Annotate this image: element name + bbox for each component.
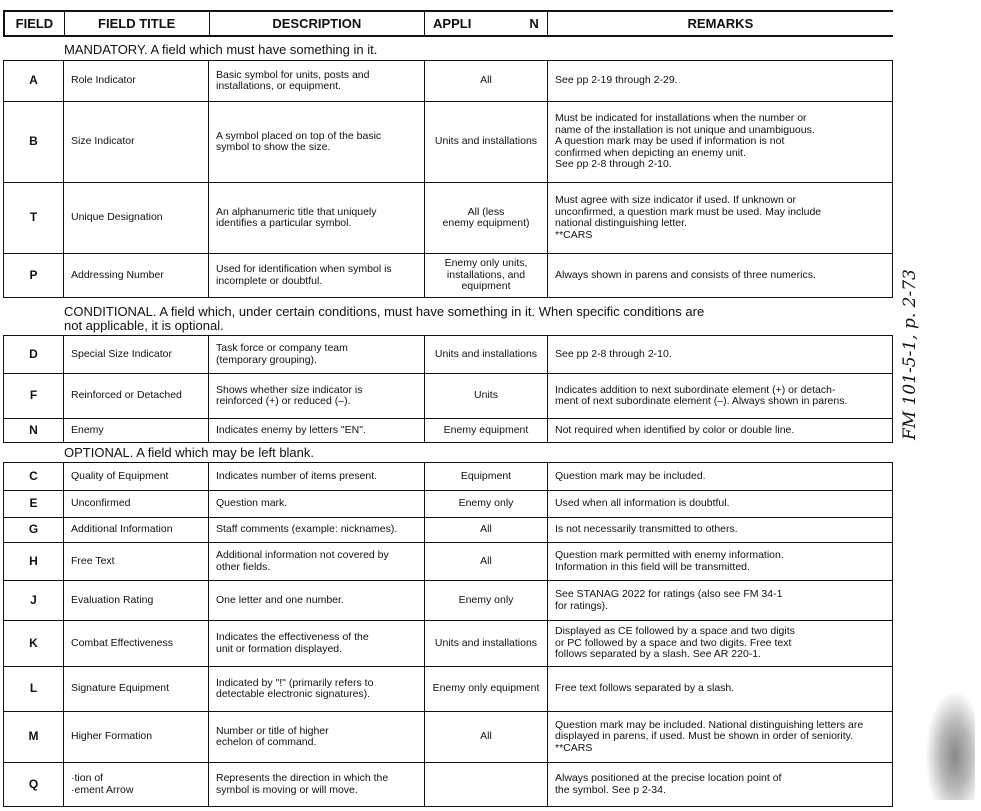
field-remarks: Displayed as CE followed by a space and two digits or PC followed by a space and two digits. Free text follows separated by a slash. See AR 220-1.: [555, 625, 795, 661]
field-description: Indicates the effectiveness of the unit or formation displayed.: [209, 621, 425, 666]
field-applicability: Units: [425, 374, 548, 418]
table-row: [4, 491, 892, 518]
table-row: [4, 463, 892, 491]
field-code: T: [4, 183, 64, 253]
header-applicability-right: N: [529, 16, 539, 31]
field-title: Unique Designation: [64, 183, 209, 253]
field-remarks: Question mark permitted with enemy information. Information in this field will be transmitted.: [555, 549, 784, 573]
field-remarks: Always positioned at the precise location point of the symbol. See p 2-34.: [555, 772, 782, 796]
field-remarks: Indicates addition to next subordinate element (+) or detach- ment of next subordinate element (–). Always shown in parens.: [555, 383, 848, 407]
table-row: [4, 336, 892, 374]
field-applicability: All: [425, 518, 548, 542]
field-remarks: See STANAG 2022 for ratings (also see FM 34-1 for ratings).: [555, 588, 783, 612]
header-description: DESCRIPTION: [210, 12, 426, 35]
field-remarks: See pp 2-8 through 2-10.: [555, 347, 672, 360]
field-description: Indicates enemy by letters "EN".: [209, 419, 425, 442]
field-title: Special Size Indicator: [64, 336, 209, 373]
field-code: Q: [4, 763, 64, 806]
table-row: [4, 763, 892, 806]
field-applicability: All: [425, 61, 548, 101]
table-row: [4, 543, 892, 581]
field-code: P: [4, 254, 64, 297]
field-title: Reinforced or Detached: [64, 374, 209, 418]
field-code: F: [4, 374, 64, 418]
field-applicability: All: [425, 712, 548, 762]
field-applicability: All: [425, 543, 548, 580]
field-description: Staff comments (example: nicknames).: [209, 518, 425, 542]
header-remarks: REMARKS: [687, 16, 754, 31]
field-applicability: [425, 763, 548, 806]
table-row: [4, 183, 892, 254]
field-remarks: Free text follows separated by a slash.: [555, 682, 735, 695]
field-applicability: Equipment: [425, 463, 548, 490]
conditional-table: [3, 335, 893, 443]
handwritten-margin-note: FM 101-5-1, p. 2-73: [900, 269, 920, 440]
field-title: Quality of Equipment: [64, 463, 209, 490]
field-description: A symbol placed on top of the basic symbol to show the size.: [209, 102, 425, 182]
field-title: Addressing Number: [64, 254, 209, 297]
field-remarks: Not required when identified by color or double line.: [555, 423, 795, 436]
table-row: [4, 374, 892, 419]
field-code: A: [4, 61, 64, 101]
field-code: B: [4, 102, 64, 182]
field-description: Represents the direction in which the symbol is moving or will move.: [209, 763, 425, 806]
field-description: One letter and one number.: [209, 581, 425, 620]
field-title: Signature Equipment: [64, 667, 209, 711]
field-title: Unconfirmed: [64, 491, 209, 517]
field-applicability: Units and installations: [425, 102, 548, 182]
header-applicability: [425, 12, 548, 35]
table-row: [4, 518, 892, 543]
field-title: Enemy: [64, 419, 209, 442]
field-description: Shows whether size indicator is reinforced (+) or reduced (–).: [209, 374, 425, 418]
field-description: Number or title of higher echelon of command.: [209, 712, 425, 762]
field-remarks: Question mark may be included.: [555, 469, 706, 482]
field-code: N: [4, 419, 64, 442]
table-row: [4, 102, 892, 183]
field-remarks: Used when all information is doubtful.: [555, 497, 730, 510]
field-applicability: Enemy only: [425, 581, 548, 620]
header-field-title: FIELD TITLE: [65, 12, 210, 35]
field-title: Role Indicator: [64, 61, 209, 101]
section-mandatory: MANDATORY. A field which must have something in it.: [64, 42, 378, 57]
field-code: K: [4, 621, 64, 666]
optional-table: [3, 462, 893, 807]
field-remarks: Must agree with size indicator if used. If unknown or unconfirmed, a question mark must be used. May include national distinguishing letter. **CARS: [555, 194, 822, 241]
field-remarks: See pp 2-19 through 2-29.: [555, 74, 678, 87]
field-description: Used for identification when symbol is incomplete or doubtful.: [209, 254, 425, 297]
field-code: D: [4, 336, 64, 373]
header-applicability-left: APPLI: [433, 16, 472, 31]
field-description: Task force or company team (temporary grouping).: [209, 336, 425, 373]
field-remarks: Is not necessarily transmitted to others.: [555, 523, 738, 536]
table-row: [4, 621, 892, 667]
field-code: J: [4, 581, 64, 620]
field-code: E: [4, 491, 64, 517]
table-row: [4, 254, 892, 297]
field-applicability: Units and installations: [425, 336, 548, 373]
field-remarks: Question mark may be included. National distinguishing letters are displayed in parens, if used. Must be shown in order of seniority. **CARS: [555, 718, 864, 754]
table-row: [4, 712, 892, 763]
field-applicability: Units and installations: [425, 621, 548, 666]
field-description: Basic symbol for units, posts and installations, or equipment.: [209, 61, 425, 101]
field-description: Indicates number of items present.: [209, 463, 425, 490]
field-remarks: Always shown in parens and consists of three numerics.: [555, 268, 816, 281]
field-description: Additional information not covered by other fields.: [209, 543, 425, 580]
table-row: [4, 581, 892, 621]
table-row: [4, 61, 892, 102]
header-field: FIELD: [5, 12, 65, 35]
field-applicability: Enemy only: [425, 491, 548, 517]
field-title: Combat Effectiveness: [64, 621, 209, 666]
field-title: Free Text: [64, 543, 209, 580]
field-title: Evaluation Rating: [64, 581, 209, 620]
field-title: Size Indicator: [64, 102, 209, 182]
field-title: Higher Formation: [64, 712, 209, 762]
field-description: Indicated by "!" (primarily refers to detectable electronic signatures).: [209, 667, 425, 711]
mandatory-table: [3, 60, 893, 298]
field-applicability: All (less enemy equipment): [425, 183, 548, 253]
field-code: L: [4, 667, 64, 711]
field-code: G: [4, 518, 64, 542]
section-optional: OPTIONAL. A field which may be left blank.: [64, 445, 315, 460]
field-title: ·tion of ·ement Arrow: [64, 763, 209, 806]
field-code: H: [4, 543, 64, 580]
field-code: C: [4, 463, 64, 490]
table-row: [4, 667, 892, 712]
field-remarks: Must be indicated for installations when the number or name of the installation is not unique and unambiguous. A question mark may be used if information is not confirmed when depicting an enemy unit. See pp 2-8 through 2-10.: [555, 112, 815, 171]
field-description: An alphanumeric title that uniquely identifies a particular symbol.: [209, 183, 425, 253]
table-header: [3, 10, 893, 37]
field-applicability: Enemy only equipment: [425, 667, 548, 711]
field-description: Question mark.: [209, 491, 425, 517]
field-code: M: [4, 712, 64, 762]
section-conditional: CONDITIONAL. A field which, under certain conditions, must have something in it. When specific conditions are not applicable, it is optional.: [64, 304, 705, 333]
field-title: Additional Information: [64, 518, 209, 542]
field-applicability: Enemy equipment: [425, 419, 548, 442]
table-row: [4, 419, 892, 442]
field-applicability: Enemy only units, installations, and equipment: [425, 254, 548, 297]
scan-smudge: [925, 690, 975, 800]
